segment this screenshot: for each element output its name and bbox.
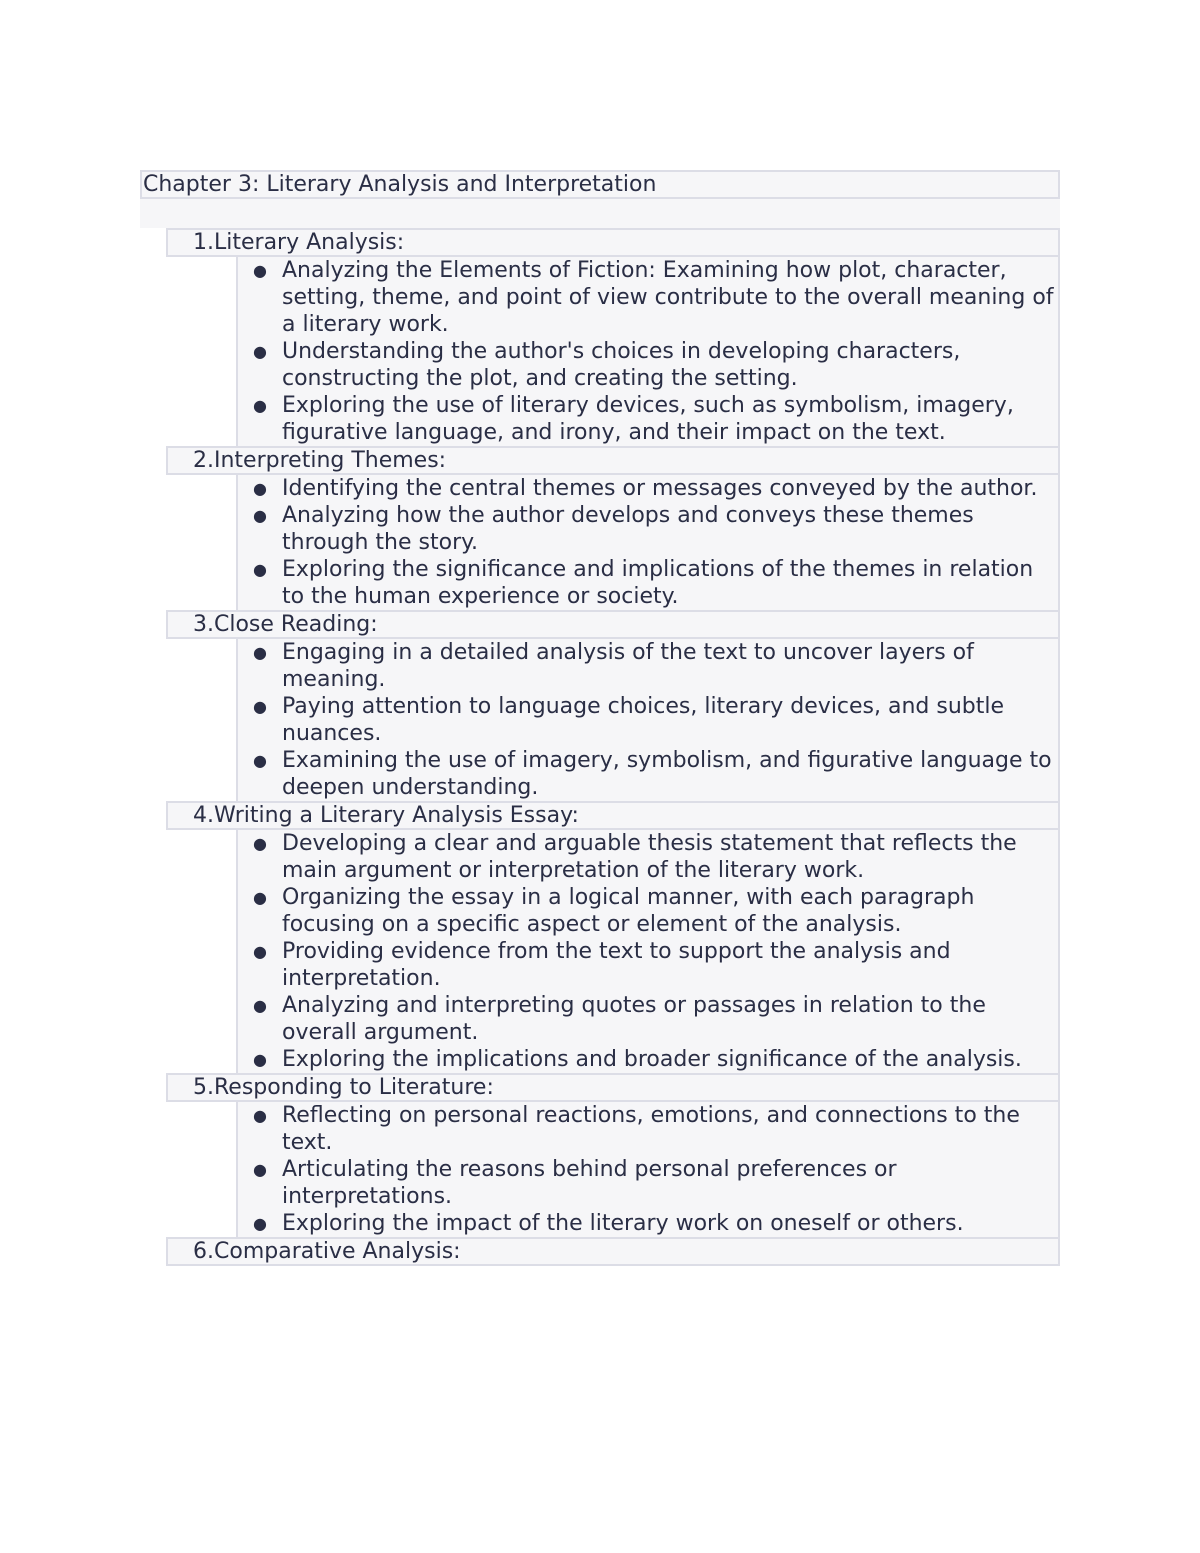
bullet-icon: ● <box>253 396 267 415</box>
list-item <box>238 639 1058 693</box>
bullet-list <box>236 830 1060 1073</box>
list-item <box>238 257 1058 338</box>
list-item-text: Exploring the implications and broader significance of the analysis. <box>282 1047 1022 1072</box>
section-number: 6. <box>193 1239 214 1264</box>
list-item <box>238 747 1058 801</box>
bullet-icon: ● <box>253 1106 267 1125</box>
list-item-text: Engaging in a detailed analysis of the text to uncover layers of meaning. <box>282 640 974 692</box>
list-item <box>238 693 1058 747</box>
list-item <box>238 475 1058 502</box>
list-item <box>238 992 1058 1046</box>
list-item-text: Organizing the essay in a logical manner, with each paragraph focusing on a specific aspect or element of the analysis. <box>282 885 975 937</box>
list-item <box>238 830 1058 884</box>
bullet-icon: ● <box>253 942 267 961</box>
bullet-icon: ● <box>253 506 267 525</box>
bullet-list <box>236 1102 1060 1237</box>
list-item-text: Analyzing how the author develops and conveys these themes through the story. <box>282 503 974 555</box>
list-item-text: Understanding the author's choices in developing characters, constructing the plot, and creating the setting. <box>282 339 961 391</box>
list-item-text: Identifying the central themes or messages conveyed by the author. <box>282 476 1038 501</box>
section-label: Literary Analysis: <box>214 230 405 255</box>
section-heading <box>166 1237 1060 1266</box>
bullet-icon: ● <box>253 560 267 579</box>
list-item-text: Articulating the reasons behind personal preferences or interpretations. <box>282 1157 897 1209</box>
list-item <box>238 556 1058 610</box>
section-number: 5. <box>193 1075 214 1100</box>
bullet-list <box>236 475 1060 610</box>
section-number: 3. <box>193 612 214 637</box>
section-number: 1. <box>193 230 214 255</box>
section-label: Close Reading: <box>214 612 378 637</box>
blank-row <box>140 199 1060 228</box>
chapter-title: Chapter 3: Literary Analysis and Interpretation <box>140 170 1060 199</box>
bullet-icon: ● <box>253 996 267 1015</box>
list-item <box>238 502 1058 556</box>
list-item-text: Providing evidence from the text to support the analysis and interpretation. <box>282 939 951 991</box>
bullet-icon: ● <box>253 697 267 716</box>
bullet-icon: ● <box>253 888 267 907</box>
bullet-icon: ● <box>253 834 267 853</box>
section-heading <box>166 228 1060 257</box>
list-item-text: Developing a clear and arguable thesis statement that reflects the main argument or interpretation of the literary work. <box>282 831 1017 883</box>
section-heading <box>166 610 1060 639</box>
section-list <box>166 228 1060 1266</box>
list-item <box>238 1156 1058 1210</box>
bullet-icon: ● <box>253 1160 267 1179</box>
section-label: Interpreting Themes: <box>214 448 447 473</box>
list-item <box>238 884 1058 938</box>
document-page <box>140 170 1060 1266</box>
bullet-icon: ● <box>253 479 267 498</box>
section-number: 2. <box>193 448 214 473</box>
section-label: Comparative Analysis: <box>214 1239 461 1264</box>
bullet-icon: ● <box>253 643 267 662</box>
bullet-icon: ● <box>253 1214 267 1233</box>
list-item <box>238 938 1058 992</box>
list-item-text: Exploring the use of literary devices, such as symbolism, imagery, figurative language, and irony, and their impact on the text. <box>282 393 1014 445</box>
list-item <box>238 338 1058 392</box>
list-item-text: Exploring the significance and implications of the themes in relation to the human experience or society. <box>282 557 1034 609</box>
section-label: Responding to Literature: <box>214 1075 494 1100</box>
list-item-text: Reflecting on personal reactions, emotions, and connections to the text. <box>282 1103 1020 1155</box>
list-item-text: Exploring the impact of the literary work on oneself or others. <box>282 1211 964 1236</box>
list-item <box>238 1046 1058 1073</box>
list-item-text: Examining the use of imagery, symbolism, and figurative language to deepen understanding. <box>282 748 1052 800</box>
bullet-icon: ● <box>253 342 267 361</box>
bullet-icon: ● <box>253 1050 267 1069</box>
section-number: 4. <box>193 803 214 828</box>
list-item <box>238 1210 1058 1237</box>
bullet-list <box>236 639 1060 801</box>
list-item-text: Analyzing and interpreting quotes or passages in relation to the overall argument. <box>282 993 986 1045</box>
list-item-text: Analyzing the Elements of Fiction: Examining how plot, character, setting, theme, and point of view contribute to the overall meaning of a literary work. <box>282 258 1054 337</box>
bullet-icon: ● <box>253 751 267 770</box>
list-item <box>238 1102 1058 1156</box>
bullet-icon: ● <box>253 261 267 280</box>
section-heading <box>166 446 1060 475</box>
section-heading <box>166 801 1060 830</box>
bullet-list <box>236 257 1060 446</box>
list-item <box>238 392 1058 446</box>
list-item-text: Paying attention to language choices, literary devices, and subtle nuances. <box>282 694 1005 746</box>
section-heading <box>166 1073 1060 1102</box>
section-label: Writing a Literary Analysis Essay: <box>214 803 579 828</box>
